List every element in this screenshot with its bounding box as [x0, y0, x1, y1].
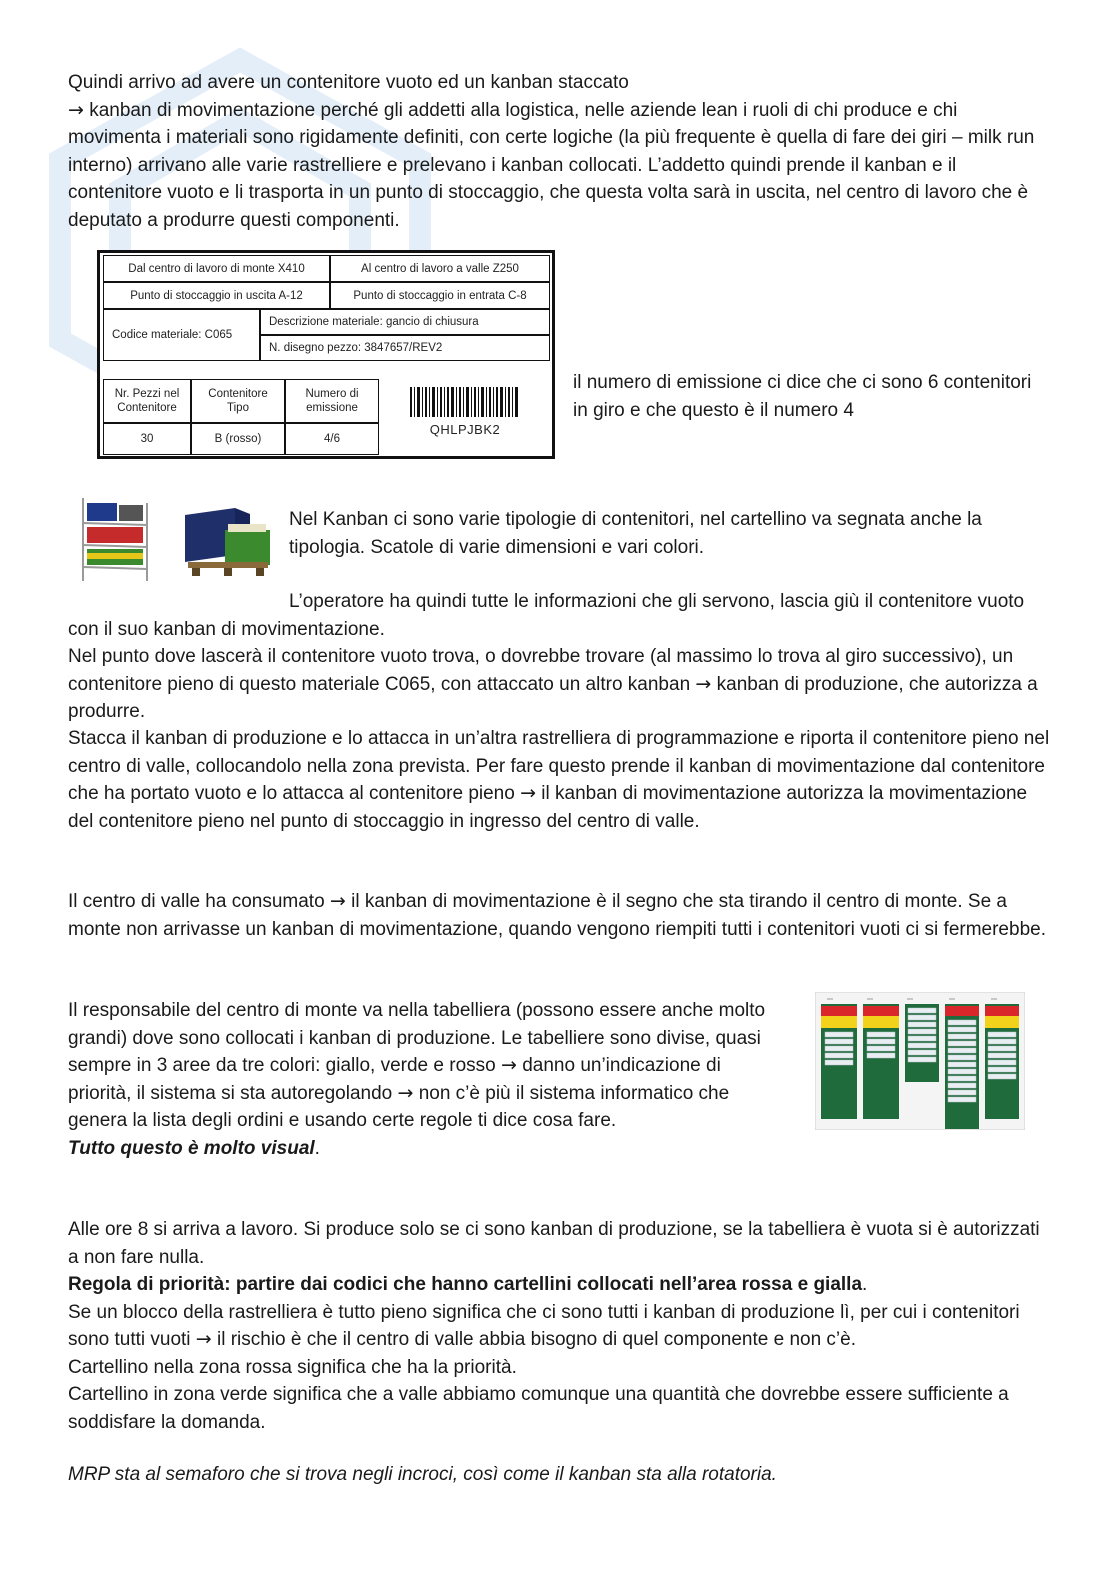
operator-c-text: Stacca il kanban di produzione e lo attacca in un’altra rastrelliera di programmazione e riporta il contenitore pieno nel centro di valle, collocandolo nella zona prevista. Per fare questo prende il kanban di movimentazione dal contenitore che ha portato vuoto e lo attacca al contenitore pieno [68, 728, 1050, 804]
arrow-icon: → [501, 1054, 517, 1076]
operator-paragraph-c [68, 725, 1053, 835]
card-material-desc: Descrizione materiale: gancio di chiusura [260, 309, 550, 335]
valle-text: Il centro di valle ha consumato [68, 891, 330, 912]
block-text: Se un blocco della rastrelliera è tutto pieno significa che ci sono tutti i kanban di produzione lì, per cui i contenitori sono tutti vuoti [68, 1301, 1020, 1350]
svg-text:xxx: xxx [991, 996, 997, 1001]
card-to-center: Al centro di lavoro a valle Z250 [330, 255, 550, 282]
svg-text:xxx: xxx [907, 996, 913, 1001]
card-material-code: Codice materiale: C065 [103, 309, 260, 361]
arrow-icon: → [397, 1081, 414, 1104]
block-text-2: il rischio è che il centro di valle abbia bisogno di quel componente e non c’è. [211, 1329, 857, 1350]
kanban-board-image [815, 992, 1025, 1130]
arrow-icon: → [195, 1328, 212, 1350]
mrp-paragraph: MRP sta al semaforo che si trova negli incroci, così come il kanban sta alla rotatoria. [68, 1464, 777, 1485]
intro-line: Quindi arrivo ad avere un contenitore vuoto ed un kanban staccato [68, 72, 629, 93]
resp-text-2: danno un’indicazione di priorità, il sistema si sta autoregolando [68, 1055, 721, 1104]
rack-with-crates-image [75, 493, 155, 583]
priority-rule: Regola di priorità: partire dai codici che hanno cartellini collocati nell’area rossa e gialla [68, 1274, 863, 1295]
operator-paragraph-a: L’operatore ha quindi tutte le informazioni che gli servono, lascia giù il contenitore vuoto con il suo kanban di movimentazione. [68, 591, 1025, 640]
visual-emphasis: Tutto questo è molto visual [68, 1137, 315, 1159]
card-emission-header: Numero di emissione [285, 379, 379, 423]
green-zone-text: Cartellino in zona verde significa che a valle abbiamo comunque una quantità che dovrebbe essere sufficiente a soddisfare la domanda. [68, 1384, 1009, 1433]
operator-b-text-2: kanban di produzione, che autorizza a produrre. [68, 673, 1038, 722]
operator-b-text: Nel punto dove lascerà il contenitore vuoto trova, o dovrebbe trovare (al massimo lo trova al giro successivo), un contenitore pieno di questo materiale C065, con attaccato un altro kanban [68, 646, 1014, 695]
operator-c-text-2: il kanban di movimentazione autorizza la movimentazione del contenitore pieno nel punto di stoccaggio in ingresso del centro di valle. [68, 783, 1028, 832]
ore8-text: Alle ore 8 si arriva a lavoro. Si produce solo se ci sono kanban di produzione, se la tabelliera è vuota si è autorizzati a non fare nulla. [68, 1219, 1040, 1268]
barcode-text: QHLPJBK2 [429, 422, 501, 437]
card-type-value: B (rosso) [191, 423, 285, 455]
kanban-card [97, 250, 555, 459]
card-qty-value: 30 [103, 423, 191, 455]
arrow-icon: → [68, 98, 84, 121]
svg-text:xxx: xxx [867, 996, 873, 1001]
red-zone-text: Cartellino nella zona rossa significa che ha la priorità. [68, 1356, 517, 1378]
valle-text-2: il kanban di movimentazione è il segno che sta tirando il centro di monte. Se a monte non arrivasse un kanban di movimentazione, quando vengono riempiti tutti i contenitori vuoti ci si fermerebbe. [68, 891, 1046, 940]
emission-note: il numero di emissione ci dice che ci sono 6 contenitori in giro e che questo è il numero 4 [573, 372, 1032, 421]
pallet-containers-image [180, 500, 275, 578]
card-emission-value: 4/6 [285, 423, 379, 455]
valle-paragraph [68, 888, 1053, 943]
arrow-icon: → [520, 782, 537, 804]
barcode-icon [410, 387, 520, 417]
card-out-point: Punto di stoccaggio in uscita A-12 [103, 282, 330, 309]
arrow-icon: → [695, 672, 712, 695]
responsabile-paragraph [68, 997, 788, 1162]
resp-text: Il responsabile del centro di monte va nella tabelliera (possono essere anche molto grandi) dove sono collocati i kanban di produzione. Le tabelliere sono divise, quasi sempre in 3 aree da tre colori: giallo, verde e rosso [68, 1000, 766, 1076]
card-qty-header: Nr. Pezzi nel Contenitore [103, 379, 191, 423]
period: . [862, 1274, 868, 1295]
card-drawing-no: N. disegno pezzo: 3847657/REV2 [260, 335, 550, 361]
svg-text:xxx: xxx [827, 996, 833, 1001]
resp-text-3: non c’è più il sistema informatico che genera la lista degli ordini e usando certe regole ti dice cosa fare. [68, 1082, 730, 1131]
ore8-paragraph [68, 1216, 1053, 1436]
container-types-paragraph: Nel Kanban ci sono varie tipologie di contenitori, nel cartellino va segnata anche la tipologia. Scatole di varie dimensioni e vari colori. [289, 509, 982, 558]
arrow-icon: → [329, 890, 346, 912]
intro-text: kanban di movimentazione perché gli addetti alla logistica, nelle aziende lean i ruoli di chi produce e chi movimenta i materiali sono rigidamente definiti, con certe logiche (la più frequente è quella di fare dei giri – milk run interno) arrivano alle varie rastrelliere e prelevano i kanban collocati. L’addetto quindi prende il kanban e il contenitore vuoto e li trasporta in un punto di stoccaggio, che questa volta sarà in uscita, nel centro di lavoro che è deputato a produrre questi componenti. [68, 99, 1035, 231]
card-type-header: Contenitore Tipo [191, 379, 285, 423]
operator-paragraph-b [68, 643, 1053, 726]
card-from-center: Dal centro di lavoro di monte X410 [103, 255, 330, 282]
card-in-point: Punto di stoccaggio in entrata C-8 [330, 282, 550, 309]
period: . [314, 1137, 320, 1159]
svg-text:xxx: xxx [949, 996, 955, 1001]
intro-paragraph [68, 69, 1053, 234]
